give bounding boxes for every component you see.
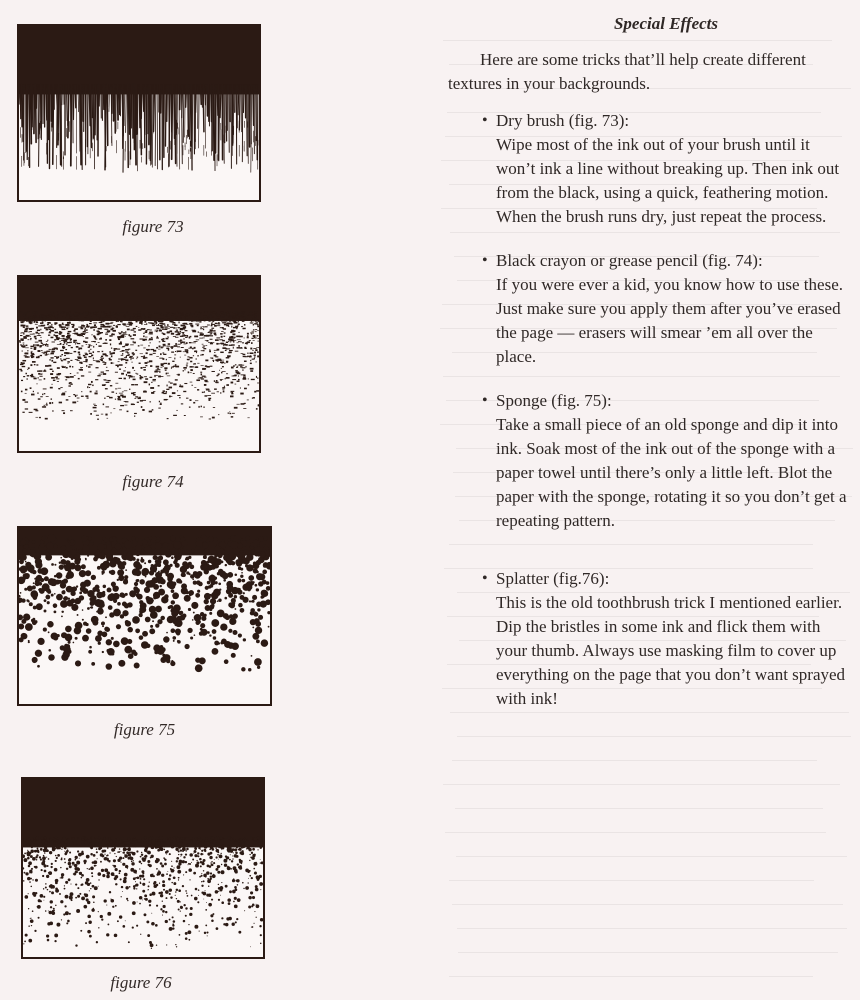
bullet-dot-icon: • xyxy=(482,392,488,409)
figure-74-caption: figure 74 xyxy=(122,472,184,491)
technique-description: If you were ever a kid, you know how to use these. Just make sure you apply them after you’ve erased the page — erasers will smear ’em all over the place. xyxy=(496,275,843,366)
figure-73-box xyxy=(17,24,261,202)
article-column xyxy=(448,12,848,731)
article-heading: Special Effects xyxy=(613,14,718,33)
technique-description: Wipe most of the ink out of your brush until it won’t ink a line without breaking up. Then ink out from the black, using a quick, feathering motion. When the brush runs dry, just repeat the process. xyxy=(496,135,840,226)
bullet-dot-icon: • xyxy=(482,112,488,129)
article-intro: Here are some tricks that’ll help create different textures in your backgrounds. xyxy=(448,50,806,93)
figure-74-box xyxy=(17,275,261,453)
technique-dry-brush xyxy=(448,109,848,229)
sponge-texture-icon xyxy=(19,528,270,704)
bullet-dot-icon: • xyxy=(482,252,488,269)
figure-75-caption: figure 75 xyxy=(113,720,176,739)
technique-sponge xyxy=(448,389,848,533)
technique-description: This is the old toothbrush trick I mentioned earlier. Dip the bristles in some ink and flick them with your thumb. Always use masking film to cover up everything on the page that you don’t want sprayed with ink! xyxy=(496,593,846,708)
technique-list xyxy=(448,109,848,711)
figure-76-caption: figure 76 xyxy=(110,973,172,992)
figure-73-caption: figure 73 xyxy=(122,217,184,236)
technique-crayon xyxy=(448,249,848,369)
technique-description: Take a small piece of an old sponge and dip it into ink. Soak most of the ink out of the sponge with a paper towel until there’s only a little left. Blot the paper with the sponge, rotating it so you don’t get a repeating pattern. xyxy=(496,415,847,530)
technique-title: Sponge (fig. 75): xyxy=(496,391,612,410)
figure-76-box xyxy=(21,777,265,959)
splatter-texture-icon xyxy=(23,779,263,957)
dry-brush-texture-icon xyxy=(19,26,259,200)
bullet-dot-icon: • xyxy=(482,570,488,587)
technique-title: Dry brush (fig. 73): xyxy=(496,111,630,130)
technique-splatter xyxy=(448,567,848,711)
technique-title: Black crayon or grease pencil (fig. 74): xyxy=(496,251,763,270)
figure-75-box xyxy=(17,526,272,706)
crayon-texture-icon xyxy=(19,277,259,451)
technique-title: Splatter (fig.76): xyxy=(496,569,610,588)
